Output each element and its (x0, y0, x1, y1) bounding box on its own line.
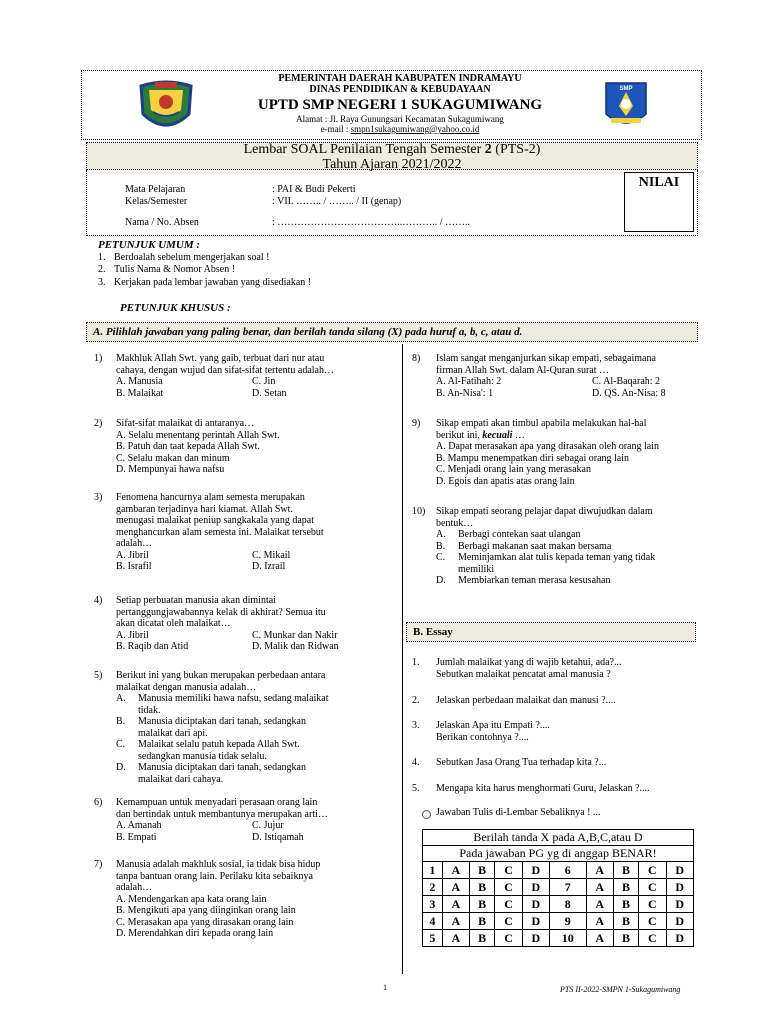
option[interactable]: B. Patuh dan taat kepada Allah Swt. (116, 441, 260, 452)
exam-title-semester: 2 (484, 142, 492, 157)
answer-choice[interactable]: A (442, 913, 469, 930)
answer-grid (422, 829, 694, 947)
answer-choice[interactable]: A (442, 879, 469, 896)
academic-year: Tahun Ajaran 2021/2022 (322, 157, 462, 172)
answer-choice[interactable]: C (639, 913, 666, 930)
answer-number: 4 (423, 913, 443, 930)
general-instructions-heading: PETUNJUK UMUM : (98, 239, 201, 251)
option[interactable]: B. Israfil (116, 561, 152, 572)
page-number: 1 (383, 983, 387, 992)
answer-choice[interactable]: C (495, 930, 522, 947)
answer-choice[interactable]: C (495, 862, 522, 879)
answer-choice[interactable]: D (666, 862, 694, 879)
answer-choice[interactable]: B (613, 930, 638, 947)
general-item: 3. Kerjakan pada lembar jawaban yang disediakan ! (98, 277, 312, 288)
answer-choice[interactable]: D (522, 896, 549, 913)
answer-choice[interactable]: D (666, 913, 694, 930)
option[interactable]: B. Mengikuti apa yang diinginkan orang lain (116, 905, 296, 916)
answer-choice[interactable]: C (639, 879, 666, 896)
answer-row (423, 930, 694, 947)
gov-line-1: PEMERINTAH DAERAH KABUPATEN INDRAMAYU (278, 73, 522, 84)
answer-choice[interactable]: A (586, 896, 613, 913)
option[interactable]: B. Raqib dan Atid (116, 641, 189, 652)
option[interactable]: A. Manusia (116, 376, 163, 387)
circle-bullet-icon (422, 810, 431, 819)
subject-value: : PAI & Budi Pekerti (272, 184, 356, 195)
answer-choice[interactable]: B (469, 930, 494, 947)
option[interactable]: B. Manusia diciptakan dari tanah, sedangkan malaikat dari api. (116, 716, 306, 739)
option[interactable]: B. Empati (116, 831, 157, 843)
option[interactable]: D. Malik dan Ridwan (252, 641, 339, 652)
answer-choice[interactable]: B (469, 896, 494, 913)
answer-choice[interactable]: A (442, 862, 469, 879)
class-label: Kelas/Semester (125, 196, 188, 207)
answer-choice[interactable]: A (442, 896, 469, 913)
option[interactable]: D. QS. An-Nisa: 8 (592, 387, 666, 399)
answer-choice[interactable]: C (495, 879, 522, 896)
special-instructions-heading: PETUNJUK KHUSUS : (120, 302, 231, 314)
column-divider (402, 344, 403, 974)
answer-choice[interactable]: C (639, 930, 666, 947)
email-link[interactable]: smpn1sukagumiwang@yahoo.co.id (350, 124, 480, 134)
option[interactable]: D. Egois dan apatis atas orang lain (436, 475, 575, 487)
exam-title-post: (PTS-2) (491, 142, 541, 157)
answer-choice[interactable]: C (495, 896, 522, 913)
answer-choice[interactable]: A (586, 913, 613, 930)
answer-number: 8 (549, 896, 586, 913)
answer-choice[interactable]: B (613, 862, 638, 879)
general-item: 1. Berdoalah sebelum mengerjakan soal ! (98, 252, 270, 263)
answer-choice[interactable]: B (613, 896, 638, 913)
indramayu-logo-icon (135, 80, 197, 132)
class-field[interactable]: : VII. …….. / …….. / II (genap) (272, 196, 402, 207)
option[interactable]: A. Selalu menentang perintah Allah Swt. (116, 429, 280, 441)
answer-choice[interactable]: D (522, 879, 549, 896)
subject-label: Mata Pelajaran (125, 184, 186, 195)
answer-choice[interactable]: D (666, 930, 694, 947)
option[interactable]: D. Manusia diciptakan dari tanah, sedangkan malaikat dari cahaya. (116, 762, 306, 785)
answer-choice[interactable]: D (666, 896, 694, 913)
answer-grid-caption-2: Pada jawaban PG yg di anggap BENAR! (423, 846, 694, 862)
answer-choice[interactable]: D (522, 930, 549, 947)
answer-number: 6 (549, 862, 586, 879)
answer-note: Jawaban Tulis di-Lembar Sebaliknya ! ... (436, 807, 601, 818)
option[interactable]: A. Jibril (116, 629, 149, 641)
exam-title (86, 142, 698, 157)
section-a-heading: A. Pilihlah jawaban yang paling benar, dan berilah tanda silang (X) pada huruf a, b, c, atau d. (86, 322, 698, 342)
answer-choice[interactable]: A (586, 862, 613, 879)
answer-choice[interactable]: B (469, 879, 494, 896)
answer-number: 2 (423, 879, 443, 896)
answer-choice[interactable]: D (522, 862, 549, 879)
score-label: NILAI (638, 175, 680, 190)
answer-number: 5 (423, 930, 443, 947)
option[interactable]: D. Izrail (252, 561, 286, 572)
answer-choice[interactable]: B (613, 879, 638, 896)
option[interactable]: A. Jibril (116, 549, 149, 561)
name-label: Nama / No. Absen (125, 217, 199, 228)
answer-row (423, 896, 694, 913)
footer-text: PTS II-2022-SMPN 1-Sukagumiwang (560, 985, 681, 994)
score-box[interactable] (624, 172, 694, 232)
option[interactable]: A. Berbagi contekan saat ulangan (436, 529, 581, 540)
answer-number: 1 (423, 862, 443, 879)
answer-number: 7 (549, 879, 586, 896)
answer-choice[interactable]: B (469, 913, 494, 930)
answer-choice[interactable]: A (586, 879, 613, 896)
email-label: e-mail : (320, 124, 351, 134)
answer-row (423, 879, 694, 896)
gov-line-2: DINAS PENDIDIKAN & KEBUDAYAAN (309, 84, 491, 95)
school-email-line (200, 124, 600, 134)
answer-grid-caption-1: Berilah tanda X pada A,B,C,atau D (423, 830, 694, 846)
option[interactable]: C. Jin (252, 376, 276, 387)
option[interactable]: C. Jujur (252, 820, 284, 831)
answer-number: 10 (549, 930, 586, 947)
option[interactable]: A. Dapat merasakan apa yang dirasakan oleh orang lain (436, 441, 659, 452)
option[interactable]: C. Malaikat selalu patuh kepada Allah Swt. sedangkan manusia tidak selalu. (116, 739, 300, 762)
option[interactable]: C. Menjadi orang lain yang merasakan (436, 464, 591, 475)
option[interactable]: C. Al-Baqarah: 2 (592, 376, 661, 387)
answer-choice[interactable]: D (522, 913, 549, 930)
option[interactable]: C. Mikail (252, 549, 291, 561)
answer-choice[interactable]: D (666, 879, 694, 896)
general-item: 2. Tulis Nama & Nomor Absen ! (98, 264, 236, 275)
option[interactable]: B. An-Nisa': 1 (436, 387, 494, 399)
option[interactable]: A. Mendengarkan apa kata orang lain (116, 893, 267, 905)
school-address: Alamat : Jl. Raya Gunungsari Kecamatan Sukagumiwang (296, 114, 504, 124)
option[interactable]: D. Setan (252, 387, 287, 399)
answer-row (423, 913, 694, 930)
option[interactable]: A. Al-Fatihah: 2 (436, 376, 502, 387)
smp-logo-icon (603, 80, 649, 132)
answer-row (423, 862, 694, 879)
option[interactable]: B. Malaikat (116, 387, 164, 399)
school-name: UPTD SMP NEGERI 1 SUKAGUMIWANG (257, 97, 543, 113)
answer-choice[interactable]: C (495, 913, 522, 930)
option[interactable]: B. Mampu menempatkan diri sebagai orang lain (436, 452, 630, 464)
answer-choice[interactable]: C (639, 896, 666, 913)
option[interactable]: C. Munkar dan Nakir (252, 629, 338, 641)
option[interactable]: D. Merendahkan diri kepada orang lain (116, 928, 274, 939)
option[interactable]: C. Meminjamkan alat tulis kepada teman yang tidak memiliki (436, 552, 656, 575)
answer-choice[interactable]: C (639, 862, 666, 879)
smp-logo-text: SMP (619, 86, 633, 92)
option[interactable]: B. Berbagi makanan saat makan bersama (436, 540, 612, 552)
option[interactable]: D. Mempunyai hawa nafsu (116, 464, 225, 475)
name-field[interactable]: : ………………………………..……….. / …….. (272, 217, 471, 228)
answer-choice[interactable]: B (613, 913, 638, 930)
option[interactable]: D. Membiarkan teman merasa kesusahan (436, 575, 611, 586)
answer-choice[interactable]: B (469, 862, 494, 879)
answer-choice[interactable]: A (442, 930, 469, 947)
option[interactable]: C. Merasakan apa yang dirasakan orang lain (116, 916, 294, 928)
section-b-heading: B. Essay (406, 622, 696, 642)
exam-title-pre: Lembar SOAL Penilaian Tengah Semester (243, 142, 485, 157)
option[interactable]: D. Istiqamah (252, 831, 304, 843)
option[interactable]: A. Amanah (116, 820, 162, 831)
option[interactable]: A. Manusia memiliki hawa nafsu, sedang malaikat tidak. (116, 693, 329, 716)
option[interactable]: C. Selalu makan dan minum (116, 452, 230, 464)
answer-number: 3 (423, 896, 443, 913)
answer-choice[interactable]: A (586, 930, 613, 947)
answer-number: 9 (549, 913, 586, 930)
